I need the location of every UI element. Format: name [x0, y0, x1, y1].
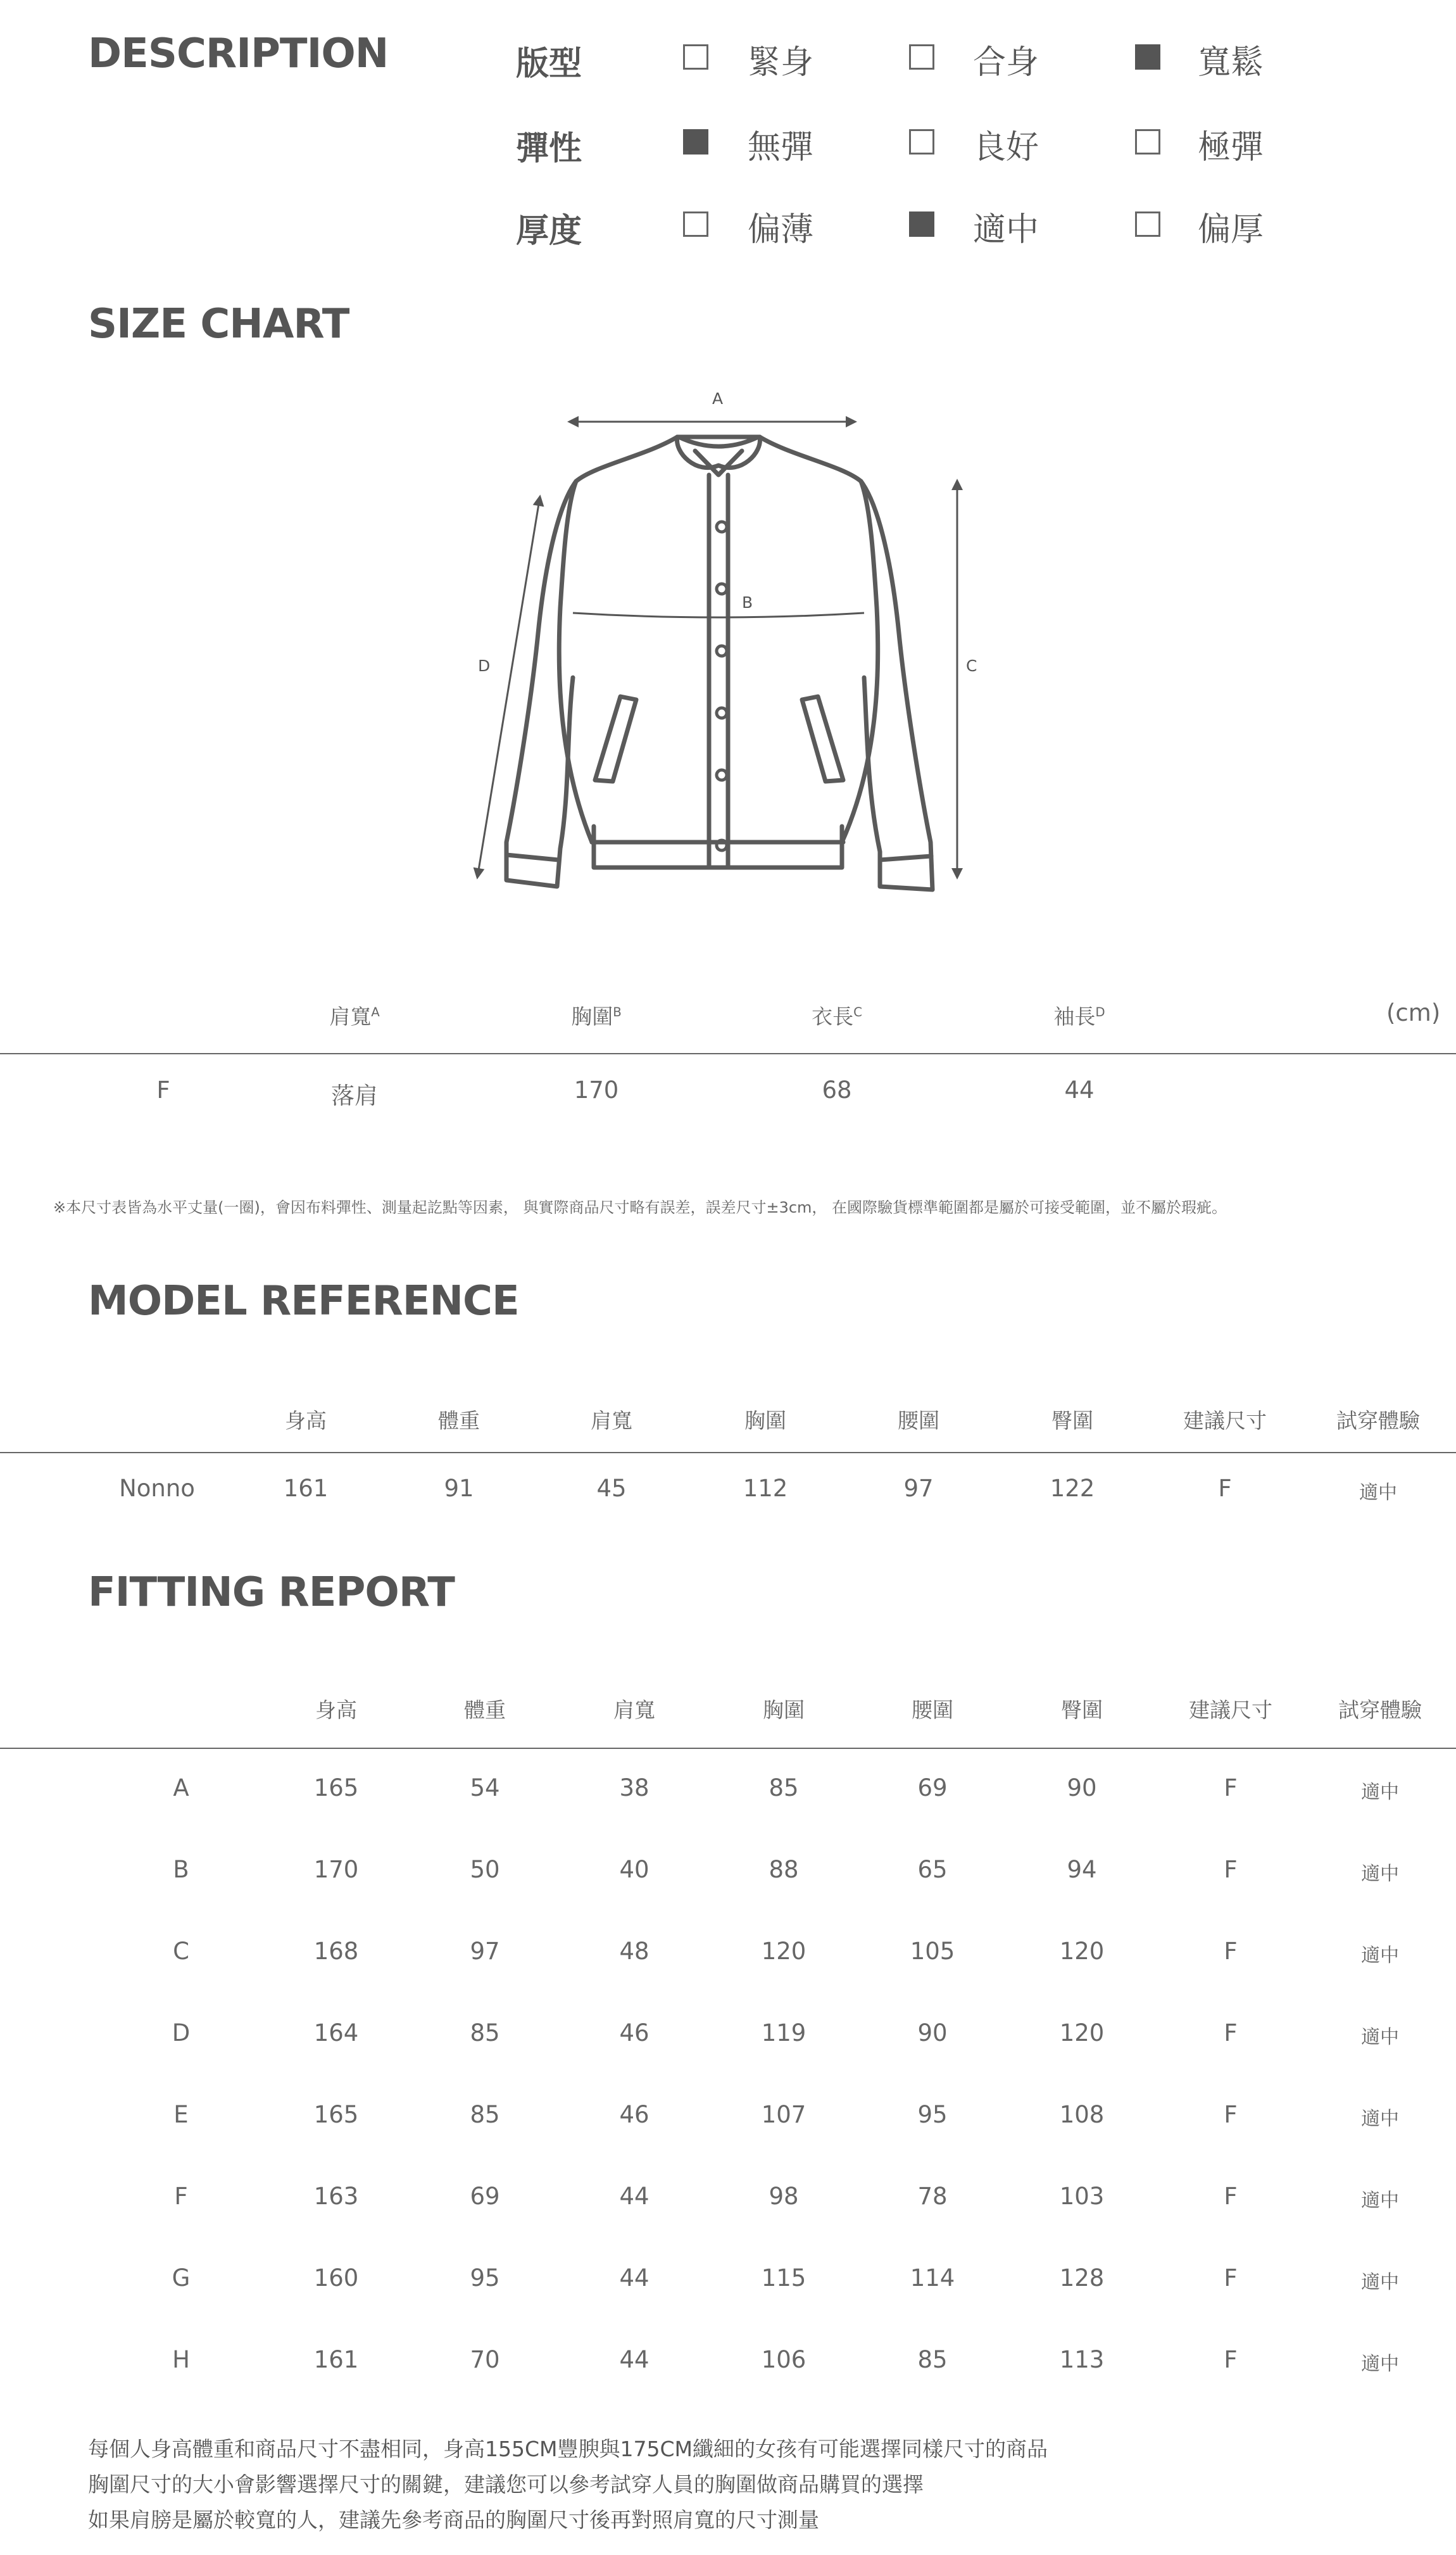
unchecked-box-icon	[683, 44, 708, 70]
attribute-option: 合身	[973, 44, 1039, 82]
table-cell: 48	[619, 1938, 650, 1965]
size-chart-cell: 68	[822, 1076, 852, 1104]
tester-name: G	[172, 2264, 191, 2292]
table-cell: 40	[619, 1856, 650, 1883]
table-cell: 適中	[1361, 1781, 1399, 1803]
checked-box-icon	[909, 211, 934, 237]
footnote-line: 如果肩膀是屬於較寬的人，建議先參考商品的胸圍尺寸後再對照肩寬的尺寸測量	[88, 2508, 819, 2532]
table-cell: 69	[917, 1774, 948, 1801]
table-cell: 168	[313, 1938, 359, 1965]
table-cell: 170	[313, 1856, 359, 1883]
size-label: F	[156, 1076, 170, 1104]
table-cell: 78	[917, 2183, 948, 2210]
table-cell: 85	[470, 2019, 500, 2047]
table-cell: 114	[910, 2264, 955, 2292]
attribute-option: 偏薄	[748, 211, 814, 249]
model-reference-header: 腰圍	[898, 1408, 939, 1433]
table-cell: 適中	[1361, 2353, 1399, 2375]
fitting-report-divider	[0, 1748, 1456, 1749]
attribute-option: 寬鬆	[1198, 44, 1264, 82]
model-reference-header: 建議尺寸	[1183, 1408, 1267, 1433]
attribute-option: 無彈	[748, 129, 814, 167]
attribute-option: 偏厚	[1198, 211, 1264, 249]
size-chart-header: 袖長$^D$	[1053, 1004, 1105, 1029]
table-cell: 91	[444, 1475, 474, 1502]
table-cell: 161	[283, 1475, 329, 1502]
footnote-line: 胸圍尺寸的大小會影響選擇尺寸的關鍵，建議您可以參考試穿人員的胸圍做商品購買的選擇	[88, 2472, 924, 2497]
table-cell: 120	[761, 1938, 806, 1965]
model-reference-header: 身高	[285, 1408, 327, 1433]
table-cell: 115	[761, 2264, 806, 2292]
table-cell: 85	[917, 2346, 948, 2373]
table-cell: 44	[619, 2264, 650, 2292]
model-name: Nonno	[119, 1475, 195, 1502]
size-chart-divider	[0, 1053, 1456, 1054]
table-cell: 108	[1059, 2101, 1105, 2128]
table-cell: F	[1224, 1856, 1238, 1883]
table-cell: 119	[761, 2019, 806, 2047]
tester-name: E	[173, 2101, 189, 2128]
size-chart-header: 衣長$^C$	[812, 1004, 862, 1029]
label-b: B	[742, 593, 753, 612]
attribute-label: 彈性	[516, 130, 582, 168]
table-cell: 90	[917, 2019, 948, 2047]
label-c: C	[966, 657, 977, 675]
table-cell: 54	[470, 1774, 500, 1801]
table-cell: 85	[769, 1774, 799, 1801]
model-reference-header: 肩寬	[591, 1408, 632, 1433]
model-reference-heading: MODEL REFERENCE	[88, 1278, 519, 1325]
table-cell: F	[1224, 1938, 1238, 1965]
table-cell: 適中	[1361, 2190, 1399, 2212]
table-cell: 69	[470, 2183, 500, 2210]
table-cell: 適中	[1361, 2271, 1399, 2293]
table-cell: 113	[1059, 2346, 1105, 2373]
tester-name: F	[174, 2183, 188, 2210]
table-cell: 160	[313, 2264, 359, 2292]
table-cell: F	[1224, 2101, 1238, 2128]
fitting-report-header: 身高	[315, 1698, 357, 1722]
unchecked-box-icon	[909, 129, 934, 155]
attribute-option: 極彈	[1198, 129, 1264, 167]
checked-box-icon	[1135, 44, 1160, 70]
table-cell: 165	[313, 1774, 359, 1801]
model-reference-header: 試穿體驗	[1336, 1408, 1420, 1433]
tester-name: H	[172, 2346, 190, 2373]
measure-b-line	[573, 613, 864, 617]
tester-name: B	[173, 1856, 189, 1883]
table-cell: 97	[903, 1475, 934, 1502]
table-cell: 45	[596, 1475, 627, 1502]
size-chart-cell: 170	[574, 1076, 619, 1104]
fitting-report-header: 胸圍	[763, 1698, 805, 1722]
size-chart-heading: SIZE CHART	[88, 301, 349, 348]
table-cell: 120	[1059, 1938, 1105, 1965]
table-cell: 164	[313, 2019, 359, 2047]
model-reference-divider	[0, 1452, 1456, 1453]
table-cell: 適中	[1361, 1863, 1399, 1885]
table-cell: 65	[917, 1856, 948, 1883]
table-cell: 70	[470, 2346, 500, 2373]
table-cell: 適中	[1361, 2026, 1399, 2048]
table-cell: 105	[910, 1938, 955, 1965]
unchecked-box-icon	[1135, 129, 1160, 155]
table-cell: 94	[1067, 1856, 1097, 1883]
table-cell: F	[1224, 2264, 1238, 2292]
table-cell: 120	[1059, 2019, 1105, 2047]
fitting-report-header: 建議尺寸	[1189, 1698, 1272, 1722]
table-cell: F	[1224, 2183, 1238, 2210]
tester-name: D	[172, 2019, 191, 2047]
table-cell: 165	[313, 2101, 359, 2128]
table-cell: 46	[619, 2019, 650, 2047]
attribute-label: 厚度	[516, 212, 582, 250]
label-a: A	[712, 389, 724, 408]
table-cell: 適中	[1361, 1945, 1399, 1967]
table-cell: 95	[917, 2101, 948, 2128]
table-cell: 112	[743, 1475, 788, 1502]
description-heading: DESCRIPTION	[88, 30, 389, 77]
size-chart-cell: 落肩	[331, 1082, 378, 1109]
table-cell: 128	[1059, 2264, 1105, 2292]
table-cell: 161	[313, 2346, 359, 2373]
table-cell: 106	[761, 2346, 806, 2373]
table-cell: 107	[761, 2101, 806, 2128]
checked-box-icon	[683, 129, 708, 155]
table-cell: 97	[470, 1938, 500, 1965]
table-cell: 46	[619, 2101, 650, 2128]
size-chart-header: 胸圍$^B$	[571, 1004, 622, 1029]
jacket-measurement-diagram	[443, 380, 1013, 905]
size-chart-header: 肩寬$^A$	[329, 1004, 380, 1029]
table-cell: 90	[1067, 1774, 1097, 1801]
attribute-option: 良好	[973, 129, 1039, 167]
attribute-option: 適中	[973, 211, 1039, 249]
table-cell: F	[1224, 2346, 1238, 2373]
unchecked-box-icon	[1135, 211, 1160, 237]
table-cell: 適中	[1361, 2108, 1399, 2130]
table-cell: F	[1224, 2019, 1238, 2047]
table-cell: 50	[470, 1856, 500, 1883]
table-cell: 98	[769, 2183, 799, 2210]
table-cell: 163	[313, 2183, 359, 2210]
table-cell: 44	[619, 2183, 650, 2210]
tester-name: C	[173, 1938, 189, 1965]
unchecked-box-icon	[683, 211, 708, 237]
table-cell: 95	[470, 2264, 500, 2292]
table-cell: 38	[619, 1774, 650, 1801]
model-reference-header: 臀圍	[1051, 1408, 1093, 1433]
unchecked-box-icon	[909, 44, 934, 70]
table-cell: 44	[619, 2346, 650, 2373]
table-cell: 122	[1050, 1475, 1095, 1502]
table-cell: 85	[470, 2101, 500, 2128]
attribute-option: 緊身	[748, 44, 814, 82]
fitting-report-heading: FITTING REPORT	[88, 1569, 455, 1616]
tester-name: A	[173, 1774, 189, 1801]
attribute-label: 版型	[516, 45, 582, 83]
footnote-line: 每個人身高體重和商品尺寸不盡相同，身高155CM豐腴與175CM纖細的女孩有可能選擇同樣尺寸的商品	[88, 2437, 1048, 2461]
model-reference-header: 體重	[438, 1408, 480, 1433]
table-cell: 88	[769, 1856, 799, 1883]
fitting-report-header: 臀圍	[1061, 1698, 1103, 1722]
fitting-report-header: 肩寬	[613, 1698, 655, 1722]
size-chart-note: ※本尺寸表皆為水平丈量(一圈)，會因布料彈性、測量起訖點等因素， 與實際商品尺寸略有誤差，誤差尺寸±3cm， 在國際驗貨標準範圍都是屬於可接受範圍，並不屬於瑕疵。	[53, 1199, 1227, 1216]
table-cell: F	[1218, 1475, 1232, 1502]
table-cell: 適中	[1359, 1482, 1397, 1504]
model-reference-header: 胸圍	[744, 1408, 786, 1433]
unit-label: (cm)	[1386, 999, 1441, 1026]
label-d: D	[478, 657, 491, 675]
fitting-report-header: 體重	[464, 1698, 506, 1722]
table-cell: 103	[1059, 2183, 1105, 2210]
fitting-report-header: 腰圍	[912, 1698, 953, 1722]
size-chart-cell: 44	[1064, 1076, 1095, 1104]
table-cell: F	[1224, 1774, 1238, 1801]
fitting-report-header: 試穿體驗	[1338, 1698, 1422, 1722]
